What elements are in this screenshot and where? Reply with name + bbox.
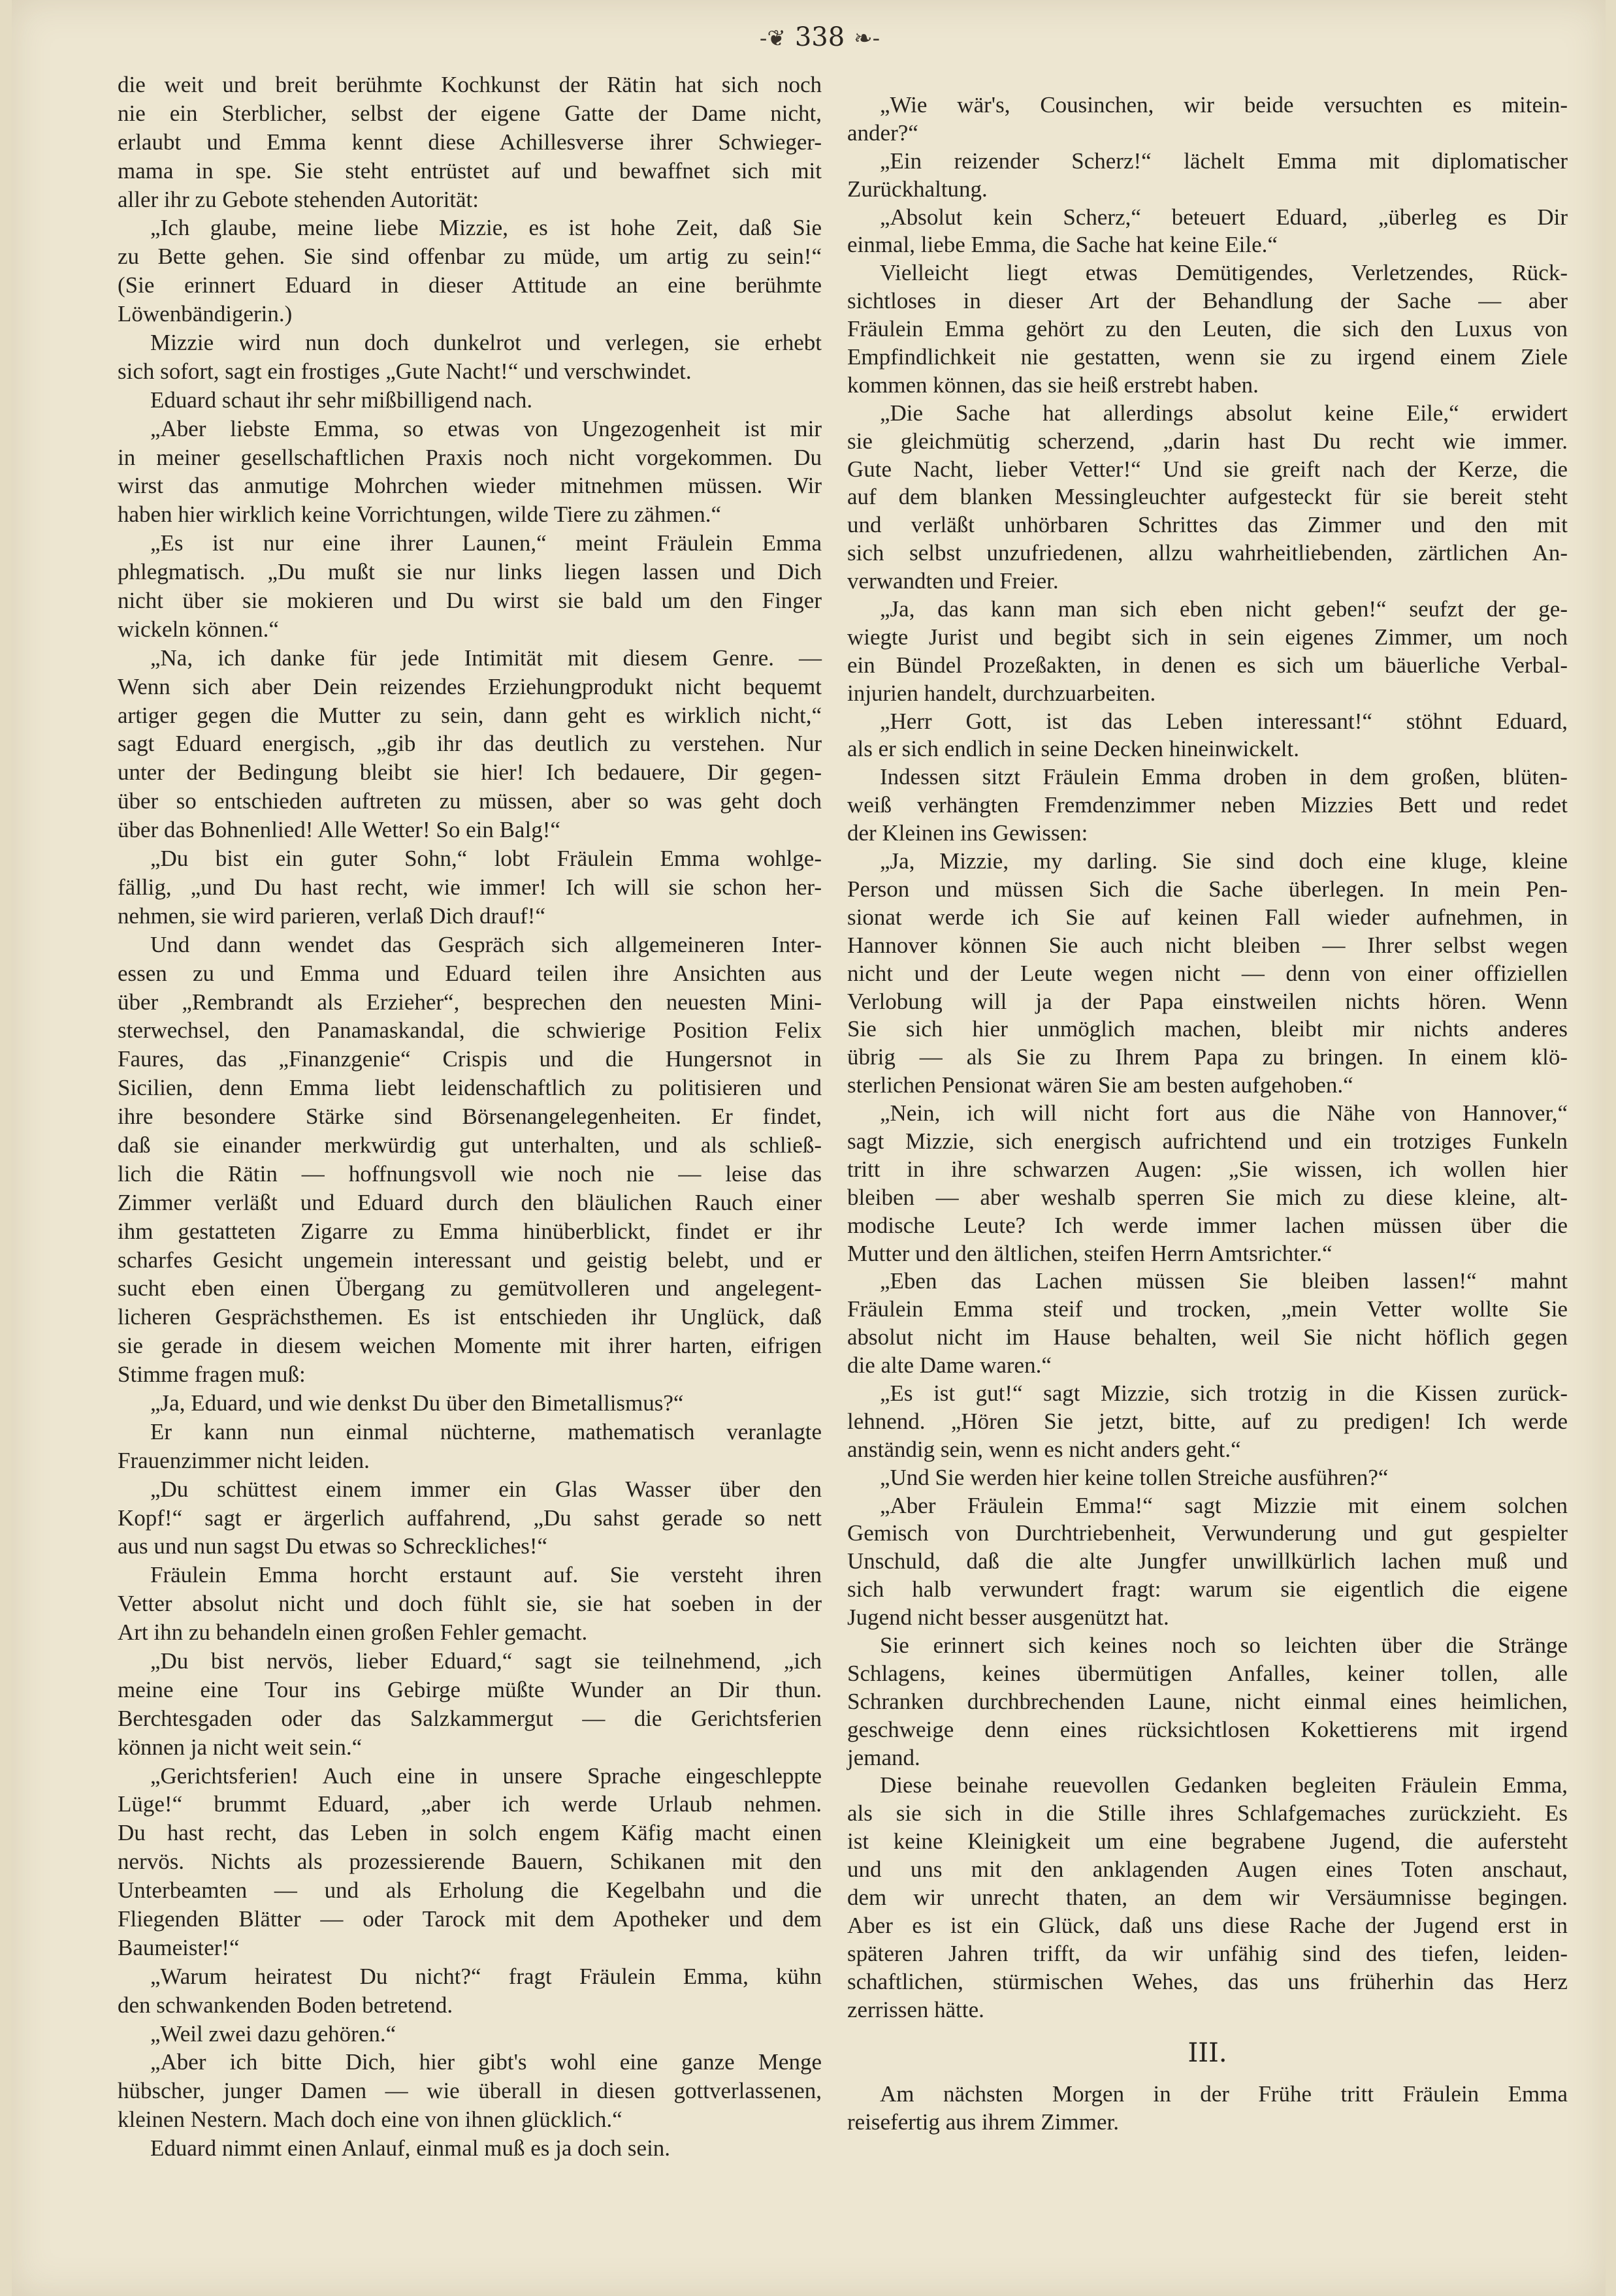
text-line: einmal, liebe Emma, die Sache hat keine Eile.“ bbox=[847, 232, 1278, 258]
text-line: artiger gegen die Mutter zu sein, dann geht es wirklich nicht,“ bbox=[118, 702, 822, 728]
paragraph bbox=[847, 91, 1568, 148]
text-line: Vetter absolut nicht und doch fühlt sie, sie hat soeben in der bbox=[118, 1591, 822, 1617]
text-line: und verläßt unhörbaren Schrittes das Zimmer und den mit bbox=[847, 512, 1568, 538]
paragraph bbox=[847, 848, 1568, 1100]
text-line: in meiner gesellschaftlichen Praxis noch nicht vorgekommen. Du bbox=[118, 444, 822, 470]
paragraph bbox=[847, 2081, 1568, 2137]
text-line: nie ein Sterblicher, selbst der eigene Gatte der Dame nicht, bbox=[118, 100, 822, 126]
paragraph bbox=[847, 1100, 1568, 1268]
text-line: „Ja, Mizzie, my darling. Sie sind doch eine kluge, kleine bbox=[880, 848, 1568, 874]
text-line: Fräulein Emma steif und trocken, „mein Vetter wollte Sie bbox=[847, 1296, 1568, 1322]
paragraph bbox=[118, 2048, 822, 2134]
text-line: weiß verhängten Fremdenzimmer neben Mizzies Bett und redet bbox=[847, 792, 1568, 818]
paragraph bbox=[847, 1380, 1568, 1464]
text-line: haben hier wirklich keine Vorrichtungen, wilde Tiere zu zähmen.“ bbox=[118, 502, 721, 528]
text-line: nicht über sie mokieren und Du wirst sie bald um den Finger bbox=[118, 588, 822, 614]
text-line: „Aber liebste Emma, so etwas von Ungezogenheit ist mir bbox=[150, 415, 822, 441]
text-line: sich halb verwundert fragt: warum sie eigentlich die eigene bbox=[847, 1576, 1568, 1602]
text-line: „Herr Gott, ist das Leben interessant!“ stöhnt Eduard, bbox=[880, 708, 1568, 734]
paragraph bbox=[847, 763, 1568, 848]
text-line: sterwechsel, den Panamaskandal, die schwierige Position Felix bbox=[118, 1017, 822, 1044]
paragraph bbox=[847, 1772, 1568, 2024]
page-header bbox=[12, 22, 1616, 52]
text-line: (Sie erinnert Eduard in dieser Attitude an eine berühmte bbox=[118, 272, 822, 298]
paragraph bbox=[847, 400, 1568, 596]
text-line: Kopf!“ sagt er ärgerlich auffahrend, „Du sahst gerade so nett bbox=[118, 1505, 822, 1531]
text-line: über so entschieden auftreten zu müssen, aber so was geht doch bbox=[118, 788, 822, 814]
text-column-left bbox=[118, 71, 822, 2163]
text-line: sie gerade in diesem weichen Momente mit ihrer harten, eifrigen bbox=[118, 1333, 822, 1359]
text-line: „Ja, Eduard, und wie denkst Du über den Bimetallismus?“ bbox=[150, 1390, 684, 1416]
text-line: „Ich glaube, meine liebe Mizzie, es ist hohe Zeit, daß Sie bbox=[150, 215, 822, 241]
text-line: „Und Sie werden hier keine tollen Streiche ausführen?“ bbox=[880, 1464, 1389, 1490]
text-line: sich selbst unzufriedenen, allzu wahrheitliebenden, zärtlichen An- bbox=[847, 540, 1568, 566]
paragraph bbox=[118, 1561, 822, 1647]
text-line: phlegmatisch. „Du mußt sie nur links liegen lassen und Dich bbox=[118, 559, 822, 585]
text-line: „Ein reizender Scherz!“ lächelt Emma mit diplomatischer bbox=[880, 148, 1568, 174]
text-line: die weit und breit berühmte Kochkunst der Rätin hat sich noch bbox=[118, 72, 822, 97]
paragraph bbox=[847, 148, 1568, 204]
paragraph bbox=[118, 214, 822, 328]
text-line: Jugend nicht besser ausgenützt hat. bbox=[847, 1604, 1169, 1631]
text-line: modische Leute? Ich werde immer lachen müssen über die bbox=[847, 1212, 1568, 1238]
text-line: Diese beinahe reuevollen Gedanken begleiten Fräulein Emma, bbox=[880, 1772, 1568, 1798]
text-line: Zimmer verläßt und Eduard durch den bläulichen Rauch einer bbox=[118, 1189, 822, 1215]
text-line: Und dann wendet das Gespräch sich allgemeineren Inter- bbox=[150, 931, 822, 957]
text-line: anständig sein, wenn es nicht anders geht.“ bbox=[847, 1436, 1241, 1462]
paragraph bbox=[847, 1268, 1568, 1380]
text-line: „Wie wär's, Cousinchen, wir beide versuchten es mitein- bbox=[880, 92, 1568, 118]
text-line: Zurückhaltung. bbox=[847, 176, 988, 202]
text-line: reisefertig aus ihrem Zimmer. bbox=[847, 2109, 1119, 2135]
text-line: Mizzie wird nun doch dunkelrot und verlegen, sie erhebt bbox=[150, 330, 822, 356]
text-line: „Nein, ich will nicht fort aus die Nähe von Hannover,“ bbox=[880, 1100, 1568, 1126]
text-line: Baumeister!“ bbox=[118, 1934, 240, 1960]
text-line: auf dem blanken Messingleuchter aufgesteckt für sie bereit steht bbox=[847, 484, 1568, 510]
text-line: „Die Sache hat allerdings absolut keine Eile,“ erwidert bbox=[880, 400, 1568, 426]
text-line: essen zu und Emma und Eduard teilen ihre Ansichten aus bbox=[118, 960, 822, 986]
text-line: „Es ist gut!“ sagt Mizzie, sich trotzig in die Kissen zurück- bbox=[880, 1380, 1568, 1406]
text-line: Empfindlichkeit nie gestatten, wenn sie zu irgend einem Ziele bbox=[847, 344, 1568, 370]
text-line: lehnend. „Hören Sie jetzt, bitte, auf zu predigen! Ich werde bbox=[847, 1408, 1568, 1434]
text-line: Du hast recht, das Leben in solch engem Käfig macht einen bbox=[118, 1820, 822, 1846]
text-line: zerrissen hätte. bbox=[847, 1996, 984, 2022]
paragraph bbox=[847, 708, 1568, 764]
text-line: sichtloses in dieser Art der Behandlung der Sache — aber bbox=[847, 288, 1568, 314]
text-line: ist keine Kleinigkeit um eine begrabene Jugend, die aufersteht bbox=[847, 1828, 1568, 1855]
text-line: aus und nun sagst Du etwas so Schreckliches!“ bbox=[118, 1533, 548, 1559]
text-line: Sie erinnert sich keines noch so leichten über die Stränge bbox=[880, 1632, 1568, 1658]
text-line: Faures, das „Finanzgenie“ Crispis und die Hungersnot in bbox=[118, 1046, 822, 1072]
text-line: „Eben das Lachen müssen Sie bleiben lassen!“ mahnt bbox=[880, 1268, 1568, 1294]
paragraph bbox=[847, 259, 1568, 399]
text-line: Sie sich hier unmöglich machen, bleibt mir nichts anderes bbox=[847, 1016, 1568, 1042]
text-line: Am nächsten Morgen in der Frühe tritt Fräulein Emma bbox=[880, 2081, 1568, 2107]
text-line: Schlagens, keines übermütigen Anfalles, keiner tollen, alle bbox=[847, 1660, 1568, 1686]
text-line: Fräulein Emma horcht erstaunt auf. Sie versteht ihren bbox=[150, 1562, 822, 1588]
text-line: „Ja, das kann man sich eben nicht geben!“ seufzt der ge- bbox=[880, 596, 1568, 622]
text-line: als sie sich in die Stille ihres Schlafgemaches zurückzieht. Es bbox=[847, 1800, 1568, 1826]
text-line: können ja nicht weit sein.“ bbox=[118, 1734, 363, 1760]
text-line: über „Rembrandt als Erzieher“, besprechen den neuesten Mini- bbox=[118, 989, 822, 1015]
text-line: sterlichen Pensionat wären Sie am besten aufgehoben.“ bbox=[847, 1072, 1353, 1098]
paragraph bbox=[847, 204, 1568, 260]
text-line: daß sie einander merkwürdig gut unterhalten, und als schließ- bbox=[118, 1132, 822, 1158]
text-line: sich sofort, sagt ein frostiges „Gute Nacht!“ und verschwindet. bbox=[118, 358, 692, 384]
text-line: kommen können, das sie heiß erstrebt haben. bbox=[847, 372, 1259, 398]
paragraph bbox=[118, 931, 822, 1389]
paragraph bbox=[847, 1632, 1568, 1772]
text-line: Fliegenden Blätter — oder Tarock mit dem Apotheker und dem bbox=[118, 1906, 822, 1932]
text-line: „Du bist ein guter Sohn,“ lobt Fräulein Emma wohlge- bbox=[150, 846, 822, 872]
paragraph bbox=[118, 1418, 822, 1475]
text-line: dem wir unrecht thaten, an dem wir Versäumnisse begingen. bbox=[847, 1885, 1568, 1910]
text-line: „Na, ich danke für jede Intimität mit diesem Genre. — bbox=[150, 645, 822, 671]
text-line: Lüge!“ brummt Eduard, „aber ich werde Urlaub nehmen. bbox=[118, 1791, 822, 1817]
text-line: wirst das anmutige Mohrchen wieder mitnehmen müssen. Wir bbox=[118, 473, 822, 499]
paragraph bbox=[847, 1464, 1568, 1492]
text-line: ein Bündel Prozeßakten, in denen es sich um bäuerliche Verbal- bbox=[847, 652, 1568, 678]
paragraph bbox=[118, 1762, 822, 1962]
text-line: Berchtesgaden oder das Salzkammergut — die Gerichtsferien bbox=[118, 1705, 822, 1731]
text-line: ihre besondere Stärke sind Börsenangelegenheiten. Er findet, bbox=[118, 1104, 822, 1130]
text-line: Er kann nun einmal nüchterne, mathematisch veranlagte bbox=[150, 1418, 822, 1444]
ornament-right-icon: ❧- bbox=[854, 25, 881, 52]
paragraph bbox=[118, 328, 822, 386]
text-line: Verlobung will ja der Papa einstweilen nichts hören. Wenn bbox=[847, 988, 1568, 1014]
text-line: aller ihr zu Gebote stehenden Autorität: bbox=[118, 186, 479, 212]
text-line: sagt Eduard energisch, „gib ihr das deutlich zu verstehen. Nur bbox=[118, 731, 822, 757]
text-line: lich die Rätin — hoffnungsvoll wie noch nie — leise das bbox=[118, 1160, 822, 1187]
text-line: „Gerichtsferien! Auch eine in unsere Sprache eingeschleppte bbox=[150, 1762, 822, 1789]
text-line: fällig, „und Du hast recht, wie immer! Ich will sie schon her- bbox=[118, 874, 822, 900]
text-line: Art ihn zu behandeln einen großen Fehler gemacht. bbox=[118, 1619, 588, 1646]
text-line: schaftlichen, stürmischen Wehes, das uns früherhin das Herz bbox=[847, 1968, 1568, 1994]
paragraph bbox=[118, 2020, 822, 2049]
text-line: tritt in ihre schwarzen Augen: „Sie wissen, ich wollen hier bbox=[847, 1156, 1568, 1182]
text-line: Gemisch von Durchtriebenheit, Verwunderung und gut gespielter bbox=[847, 1520, 1568, 1546]
text-line: verwandten und Freier. bbox=[847, 568, 1059, 594]
text-line: Hannover können Sie auch nicht bleiben — Ihrer selbst wegen bbox=[847, 932, 1568, 958]
text-line: Vielleicht liegt etwas Demütigendes, Verletzendes, Rück- bbox=[880, 260, 1568, 286]
text-line: injurien handelt, durchzuarbeiten. bbox=[847, 680, 1156, 706]
paragraph bbox=[118, 1475, 822, 1561]
paragraph bbox=[118, 71, 822, 214]
text-line: sie gleichmütig scherzend, „darin hast Du recht wie immer. bbox=[847, 428, 1568, 454]
text-line: unter der Bedingung bleibt sie hier! Ich bedauere, Dir gegen- bbox=[118, 759, 822, 786]
text-line: Eduard nimmt einen Anlauf, einmal muß es ja doch sein. bbox=[150, 2135, 671, 2161]
text-line: „Du schüttest einem immer ein Glas Wasser über den bbox=[150, 1476, 822, 1502]
text-line: „Warum heiratest Du nicht?“ fragt Fräulein Emma, kühn bbox=[150, 1963, 822, 1989]
text-line: hübscher, junger Damen — wie überall in diesen gottverlassenen, bbox=[118, 2078, 822, 2104]
text-line: Sicilien, denn Emma liebt leidenschaftlich zu politisieren und bbox=[118, 1075, 822, 1101]
text-line: nervös. Nichts als prozessierende Bauern, Schikanen mit den bbox=[118, 1849, 822, 1875]
text-line: Löwenbändigerin.) bbox=[118, 301, 293, 327]
page-number: 338 bbox=[794, 22, 845, 52]
text-line: Eduard schaut ihr sehr mißbilligend nach. bbox=[150, 387, 533, 413]
text-line: wickeln können.“ bbox=[118, 616, 279, 642]
text-line: Schranken durchbrechenden Laune, nicht einmal eines heimlichen, bbox=[847, 1688, 1568, 1714]
text-line: nicht und der Leute wegen nicht — denn von einer offiziellen bbox=[847, 960, 1568, 986]
text-line: den schwankenden Boden betretend. bbox=[118, 1992, 453, 2018]
paragraph bbox=[118, 1962, 822, 2020]
paragraph bbox=[847, 596, 1568, 708]
text-line: und uns mit den anklagenden Augen eines Toten anschaut, bbox=[847, 1857, 1568, 1883]
text-line: mama in spe. Sie steht entrüstet auf und bewaffnet sich mit bbox=[118, 157, 822, 183]
text-line: Stimme fragen muß: bbox=[118, 1362, 306, 1388]
text-line: „Du bist nervös, lieber Eduard,“ sagt sie teilnehmend, „ich bbox=[150, 1648, 822, 1674]
text-line: Unschuld, daß die alte Jungfer unwillkürlich lachen muß und bbox=[847, 1548, 1568, 1574]
text-line: der Kleinen ins Gewissen: bbox=[847, 820, 1088, 846]
text-line: erlaubt und Emma kennt diese Achillesverse ihrer Schwieger- bbox=[118, 129, 822, 155]
text-line: Unterbeamten — und als Erholung die Kegelbahn und die bbox=[118, 1877, 822, 1904]
text-line: Frauenzimmer nicht leiden. bbox=[118, 1447, 370, 1473]
text-column-right bbox=[847, 91, 1568, 2137]
text-line: Gute Nacht, lieber Vetter!“ Und sie greift nach der Kerze, die bbox=[847, 456, 1568, 482]
text-line: bleiben — aber weshalb sperren Sie mich zu diese kleine, alt- bbox=[847, 1184, 1568, 1210]
section-heading: III. bbox=[1188, 2038, 1227, 2069]
text-line: licheren Gesprächsthemen. Es ist entschieden ihr Unglück, daß bbox=[118, 1304, 822, 1330]
text-line: geschweige denn eines rücksichtlosen Kokettierens mit irgend bbox=[847, 1716, 1568, 1742]
text-line: späteren Jahren trifft, da wir unfähig sind des tiefen, leiden- bbox=[847, 1940, 1568, 1966]
text-line: nehmen, sie wird parieren, verlaß Dich drauf!“ bbox=[118, 902, 545, 929]
text-line: als er sich endlich in seine Decken hineinwickelt. bbox=[847, 736, 1299, 762]
text-line: ander?“ bbox=[847, 120, 918, 146]
text-line: über das Bohnenlied! Alle Wetter! So ein Balg!“ bbox=[118, 817, 560, 843]
text-line: meine eine Tour ins Gebirge müßte Wunder an Dir thun. bbox=[118, 1676, 822, 1702]
text-line: übrig — als Sie zu Ihrem Papa zu bringen. In einem klö- bbox=[847, 1044, 1568, 1070]
text-line: „Absolut kein Scherz,“ beteuert Eduard, „überleg es Dir bbox=[880, 204, 1568, 230]
paragraph bbox=[118, 644, 822, 844]
text-line: „Weil zwei dazu gehören.“ bbox=[150, 2020, 396, 2047]
paragraph bbox=[118, 386, 822, 415]
text-line: ihm gestatteten Zigarre zu Emma hinüberblickt, findet er ihr bbox=[118, 1218, 822, 1244]
paragraph bbox=[847, 1492, 1568, 1632]
text-line: sucht eben einen Übergang zu gemütvolleren und angelegent- bbox=[118, 1275, 822, 1301]
text-line: kleinen Nestern. Mach doch eine von ihnen glücklich.“ bbox=[118, 2107, 622, 2133]
text-line: Wenn sich aber Dein reizendes Erziehungprodukt nicht bequemt bbox=[118, 673, 822, 699]
paragraph bbox=[118, 844, 822, 931]
paragraph bbox=[118, 1389, 822, 1418]
text-line: wiegte Jurist und begibt sich in sein eigenes Zimmer, um noch bbox=[847, 624, 1568, 650]
text-line: zu Bette gehen. Sie sind offenbar zu müde, um artig zu sein!“ bbox=[118, 244, 822, 270]
text-line: scharfes Gesicht ungemein interessant und geistig belebt, und er bbox=[118, 1247, 822, 1273]
text-line: jemand. bbox=[847, 1744, 920, 1770]
paragraph bbox=[118, 2134, 822, 2163]
text-line: absolut nicht im Hause behalten, weil Sie nicht höflich gegen bbox=[847, 1324, 1568, 1350]
text-line: sagt Mizzie, sich energisch aufrichtend und ein trotziges Funkeln bbox=[847, 1128, 1568, 1154]
text-line: Mutter und den ältlichen, steifen Herrn Amtsrichter.“ bbox=[847, 1240, 1333, 1266]
ornament-left-icon: -❦ bbox=[759, 25, 786, 52]
paragraph bbox=[118, 415, 822, 530]
text-line: die alte Dame waren.“ bbox=[847, 1352, 1052, 1379]
text-line: „Aber ich bitte Dich, hier gibt's wohl eine ganze Menge bbox=[150, 2049, 822, 2075]
paragraph bbox=[118, 529, 822, 644]
text-line: „Es ist nur eine ihrer Launen,“ meint Fräulein Emma bbox=[150, 530, 822, 556]
text-line: Indessen sitzt Fräulein Emma droben in dem großen, blüten- bbox=[880, 764, 1568, 790]
text-line: sionat werde ich Sie auf keinen Fall wieder aufnehmen, in bbox=[847, 904, 1568, 930]
text-line: Fräulein Emma gehört zu den Leuten, die sich den Luxus von bbox=[847, 316, 1568, 342]
text-line: „Aber Fräulein Emma!“ sagt Mizzie mit einem solchen bbox=[880, 1492, 1568, 1518]
text-line: Person und müssen Sich die Sache überlegen. In mein Pen- bbox=[847, 876, 1568, 902]
text-line: Aber es ist ein Glück, daß uns diese Rache der Jugend erst in bbox=[847, 1912, 1568, 1938]
paragraph bbox=[118, 1647, 822, 1762]
